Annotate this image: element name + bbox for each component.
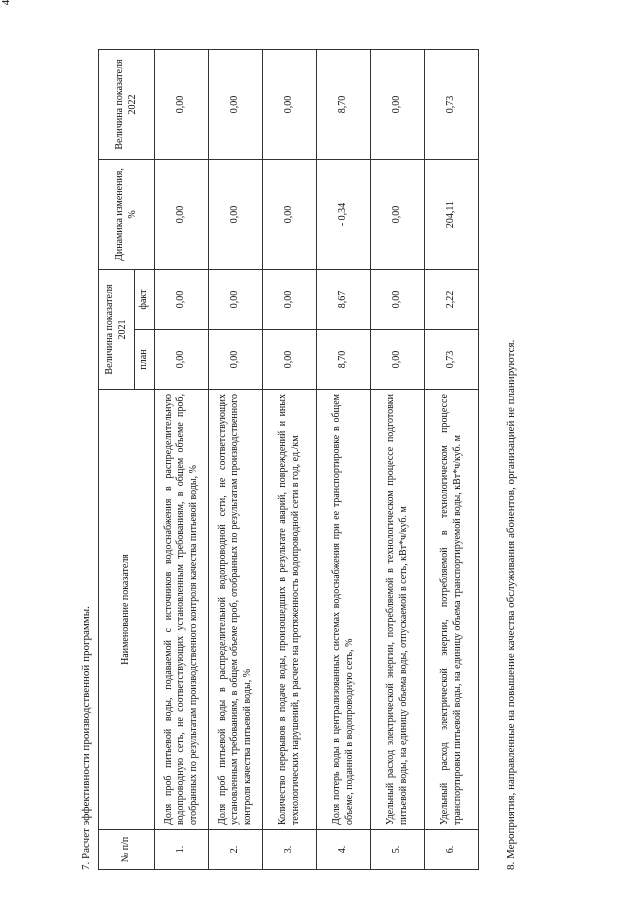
indicator-name: Удельный расход электрической энергии, потребляемой в технологическом процессе подготовки питьевой воды, на единицу объема воды, отпускаемой в сеть, кВт*ч/куб. м: [371, 390, 425, 830]
row-number: 6.: [425, 830, 479, 870]
value-2022: 0,00: [155, 50, 209, 160]
indicator-name: Удельный расход электрической энергии, потребляемой в технологическом процессе транспортировки питьевой воды, на единицу объема транспортируемой воды, кВт*ч/куб. м: [425, 390, 479, 830]
dynamics-value: 0,00: [263, 160, 317, 270]
footer-note: 8. Мероприятия, направленные на повышение качества обслуживания абонентов, организацией не планируются.: [505, 339, 517, 870]
header-value-2021: Величина показателя 2021: [99, 270, 135, 390]
header-plan: план: [135, 330, 155, 390]
rotated-page-content: [80, 50, 525, 870]
dynamics-value: 0,00: [371, 160, 425, 270]
value-2022: 0,00: [263, 50, 317, 160]
page-number: 4: [0, 0, 12, 6]
table-row: [317, 50, 371, 870]
dynamics-value: 0,00: [209, 160, 263, 270]
indicator-name: Доля проб питьевой воды в распределительной водопроводной сети, не соответствующих установленным требованиям, в общем объеме проб, отобранных по результатам производственного контроля качества питьевой воды, %: [209, 390, 263, 830]
row-number: 1.: [155, 830, 209, 870]
fact-value: 0,00: [371, 270, 425, 330]
dynamics-value: 0,00: [155, 160, 209, 270]
table-row: [155, 50, 209, 870]
header-value-2022: Величина показателя 2022: [99, 50, 155, 160]
row-number: 3.: [263, 830, 317, 870]
row-number: 4.: [317, 830, 371, 870]
header-num: № п/п: [99, 830, 155, 870]
table-row: [263, 50, 317, 870]
fact-value: 2,22: [425, 270, 479, 330]
plan-value: 0,00: [371, 330, 425, 390]
table-row: [425, 50, 479, 870]
indicator-name: Количество перерывов в подаче воды, произошедших в результате аварий, повреждений и иных технологических нарушений, в расчете на протяженность водопроводной сети в год, ед./км: [263, 390, 317, 830]
row-number: 5.: [371, 830, 425, 870]
fact-value: 0,00: [263, 270, 317, 330]
fact-value: 8,67: [317, 270, 371, 330]
section-title: 7. Расчет эффективности производственной программы.: [80, 606, 92, 870]
dynamics-value: 204,11: [425, 160, 479, 270]
efficiency-table: [98, 49, 479, 870]
value-2022: 8,70: [317, 50, 371, 160]
table-row: [209, 50, 263, 870]
value-2022: 0,00: [209, 50, 263, 160]
fact-value: 0,00: [209, 270, 263, 330]
plan-value: 0,73: [425, 330, 479, 390]
table-row: [371, 50, 425, 870]
plan-value: 0,00: [263, 330, 317, 390]
fact-value: 0,00: [155, 270, 209, 330]
dynamics-value: - 0,34: [317, 160, 371, 270]
header-dynamics: Динамика изменения, %: [99, 160, 155, 270]
row-number: 2.: [209, 830, 263, 870]
indicator-name: Доля проб питьевой воды, подаваемой с источников водоснабжения в распределительную водопроводную сеть, не соответствующих установленным требованиям, в общем объеме проб, отобранных по результатам производственного контроля качества питьевой воды, %: [155, 390, 209, 830]
plan-value: 0,00: [155, 330, 209, 390]
plan-value: 0,00: [209, 330, 263, 390]
header-fact: факт: [135, 270, 155, 330]
value-2022: 0,73: [425, 50, 479, 160]
value-2022: 0,00: [371, 50, 425, 160]
indicator-name: Доля потерь воды в централизованных системах водоснабжения при ее транспортировке в общем объеме, поданной в водопроводную сеть, %: [317, 390, 371, 830]
plan-value: 8,70: [317, 330, 371, 390]
header-name: Наименование показателя: [99, 390, 155, 830]
